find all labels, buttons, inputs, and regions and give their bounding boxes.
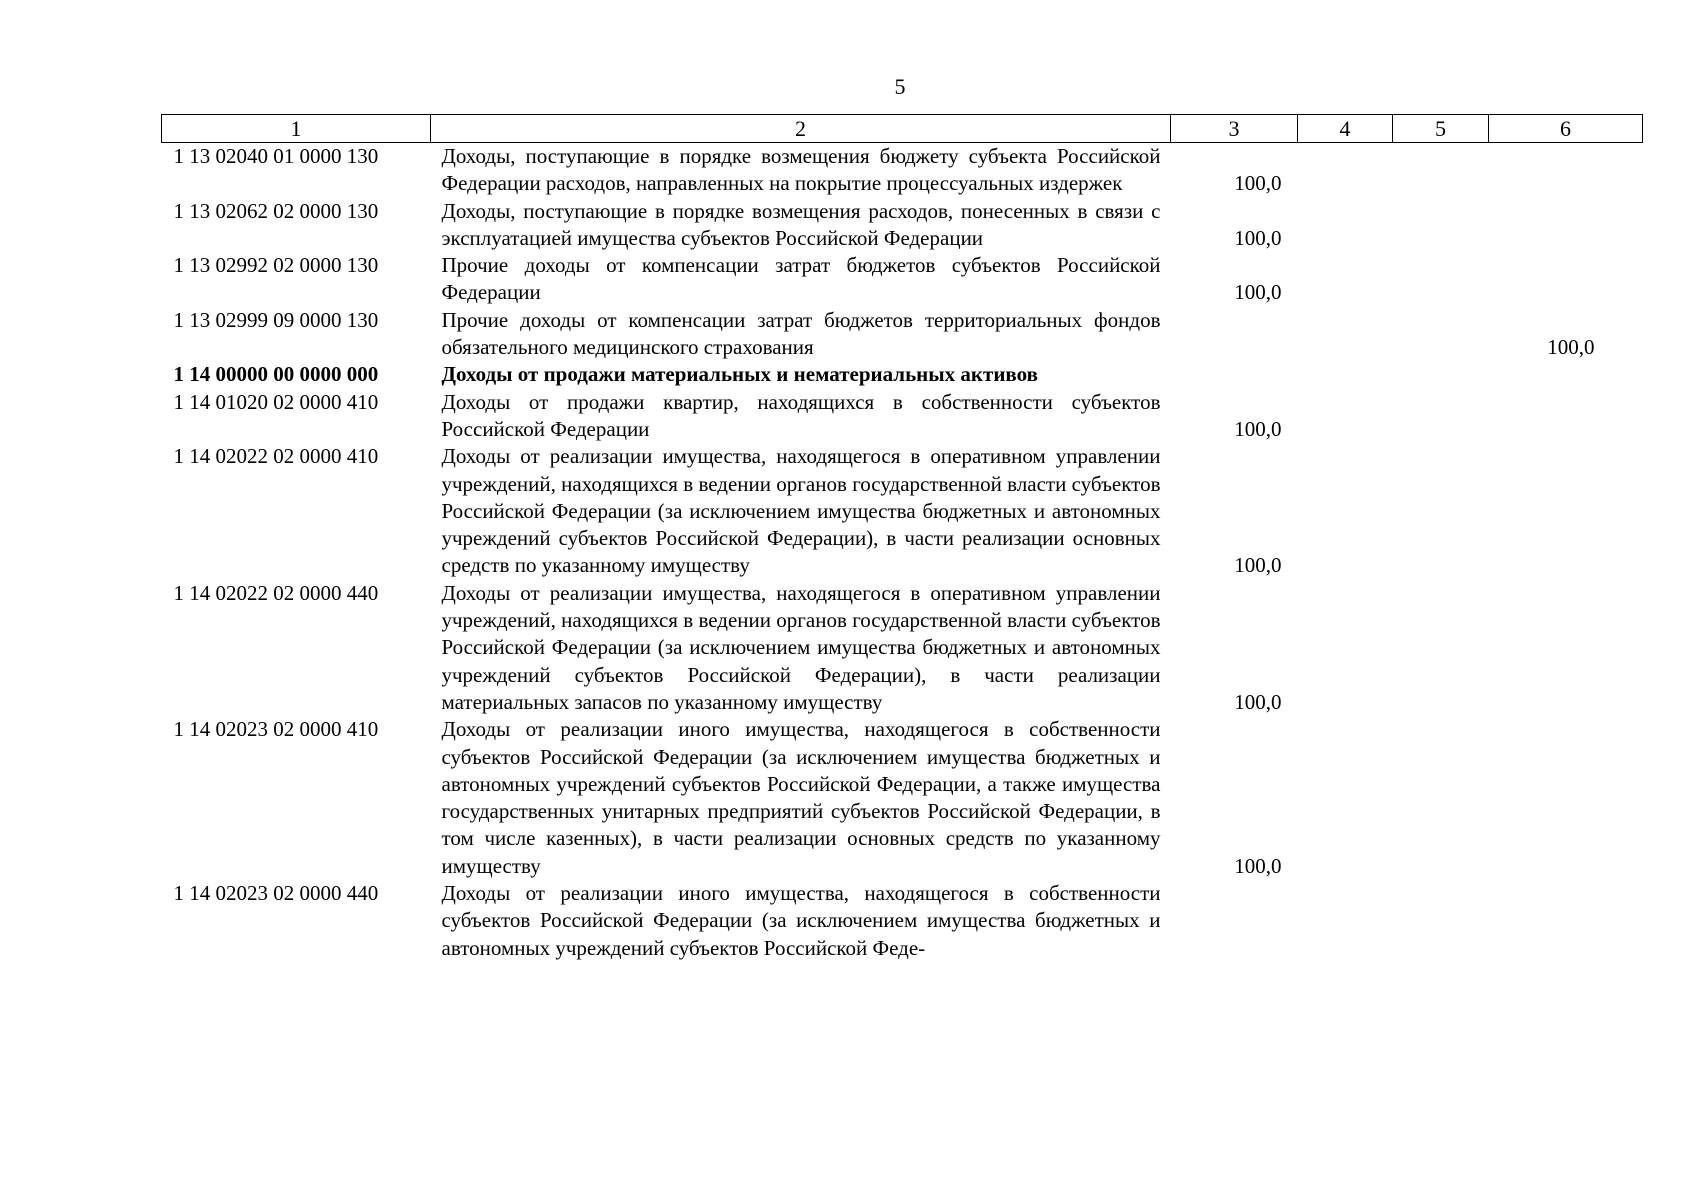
table-row — [162, 198, 1643, 253]
budget-code: 1 14 00000 00 0000 000 — [173, 362, 379, 387]
value-col-6 — [1489, 143, 1643, 198]
table-row — [162, 307, 1643, 362]
value-col-5 — [1393, 307, 1489, 362]
value-col-5 — [1393, 580, 1489, 716]
value-col-5 — [1393, 198, 1489, 253]
table-row — [162, 716, 1643, 880]
column-header-5: 5 — [1393, 115, 1489, 143]
table-row — [162, 252, 1643, 307]
table-row — [162, 143, 1643, 198]
revenue-description: Доходы от продажи материальных и нематериальных активов — [441, 362, 1038, 387]
value-col-6 — [1489, 361, 1643, 388]
revenue-description: Прочие доходы от компенсации затрат бюджетов территориальных фондов обязательного медицинского страхования — [441, 307, 1161, 360]
value-col-3 — [1171, 307, 1298, 362]
value-col-5 — [1393, 361, 1489, 388]
value-col-6 — [1489, 198, 1643, 253]
revenue-description: Доходы от реализации иного имущества, находящегося в собственности субъектов Российской Федерации (за исключением имущества бюджетных и автономных учреждений субъектов Российской Феде- — [441, 881, 1161, 960]
value-col-4 — [1298, 252, 1393, 307]
value-col-6: 100,0 — [1547, 335, 1595, 360]
value-col-3: 100,0 — [1234, 853, 1282, 878]
value-col-4 — [1298, 716, 1393, 880]
budget-code: 1 13 02040 01 0000 130 — [173, 144, 379, 168]
value-col-6 — [1489, 880, 1643, 962]
revenue-description: Доходы, поступающие в порядке возмещения расходов, понесенных в связи с эксплуатацией имущества субъектов Российской Федерации — [441, 198, 1161, 250]
value-col-3: 100,0 — [1234, 416, 1282, 441]
value-col-4 — [1298, 880, 1393, 962]
table-row — [162, 580, 1643, 716]
budget-code: 1 14 02023 02 0000 410 — [173, 717, 379, 742]
value-col-3: 100,0 — [1234, 225, 1282, 250]
column-header-1: 1 — [162, 115, 431, 143]
value-col-5 — [1393, 252, 1489, 307]
value-col-4 — [1298, 580, 1393, 716]
column-header-4: 4 — [1298, 115, 1393, 143]
value-col-5 — [1393, 143, 1489, 198]
budget-code: 1 13 02999 09 0000 130 — [173, 307, 379, 332]
budget-code: 1 14 02023 02 0000 440 — [173, 881, 379, 906]
value-col-6 — [1489, 443, 1643, 579]
budget-code: 1 13 02062 02 0000 130 — [173, 198, 379, 223]
value-col-3: 100,0 — [1234, 553, 1282, 578]
table-row-section-heading — [162, 361, 1643, 388]
column-header-2: 2 — [431, 115, 1171, 143]
value-col-4 — [1298, 443, 1393, 579]
value-col-5 — [1393, 443, 1489, 579]
value-col-6 — [1489, 580, 1643, 716]
value-col-4 — [1298, 361, 1393, 388]
page-number: 5 — [894, 74, 906, 99]
table-header-row — [162, 115, 1643, 143]
value-col-3 — [1171, 880, 1298, 962]
revenue-table-container — [161, 114, 1642, 962]
revenue-description: Доходы от продажи квартир, находящихся в собственности субъектов Российской Федерации — [441, 389, 1161, 441]
revenue-table — [161, 114, 1643, 962]
revenue-description: Доходы от реализации иного имущества, находящегося в собственности субъектов Российской Федерации (за исключением имущества бюджетных и автономных учреждений субъектов Российской Федерации, а также имущества государственных унитарных предприятий субъектов Российской Федерации, в том числе казенных), в части реализации основных средств по указанному имуществу — [441, 717, 1161, 878]
value-col-3: 100,0 — [1234, 689, 1282, 714]
value-col-3: 100,0 — [1234, 280, 1282, 305]
table-row — [162, 880, 1643, 962]
column-header-3: 3 — [1171, 115, 1298, 143]
value-col-6 — [1489, 716, 1643, 880]
budget-code: 1 14 02022 02 0000 410 — [173, 444, 379, 469]
value-col-3: 100,0 — [1234, 171, 1282, 196]
budget-code: 1 13 02992 02 0000 130 — [173, 253, 379, 278]
revenue-description: Доходы от реализации имущества, находящегося в оперативном управлении учреждений, находящихся в ведении органов государственной власти субъектов Российской Федерации (за исключением имущества бюджетных и автономных учреждений субъектов Российской Федерации), в части реализации основных средств по указанному имуществу — [441, 444, 1161, 578]
value-col-5 — [1393, 880, 1489, 962]
table-row — [162, 389, 1643, 444]
value-col-5 — [1393, 389, 1489, 444]
budget-code: 1 14 01020 02 0000 410 — [173, 389, 379, 414]
budget-code: 1 14 02022 02 0000 440 — [173, 580, 379, 605]
column-header-6: 6 — [1489, 115, 1643, 143]
value-col-6 — [1489, 389, 1643, 444]
value-col-4 — [1298, 198, 1393, 253]
value-col-4 — [1298, 307, 1393, 362]
revenue-description: Доходы, поступающие в порядке возмещения бюджету субъекта Российской Федерации расходов, направленных на покрытие процессуальных издержек — [441, 144, 1161, 196]
value-col-3 — [1171, 361, 1298, 388]
revenue-description: Доходы от реализации имущества, находящегося в оперативном управлении учреждений, находящихся в ведении органов государственной власти субъектов Российской Федерации (за исключением имущества бюджетных и автономных учреждений субъектов Российской Федерации), в части реализации материальных запасов по указанному имуществу — [441, 580, 1161, 714]
revenue-description: Прочие доходы от компенсации затрат бюджетов субъектов Российской Федерации — [441, 253, 1161, 305]
value-col-5 — [1393, 716, 1489, 880]
value-col-4 — [1298, 143, 1393, 198]
value-col-4 — [1298, 389, 1393, 444]
value-col-6 — [1489, 252, 1643, 307]
table-row — [162, 443, 1643, 579]
